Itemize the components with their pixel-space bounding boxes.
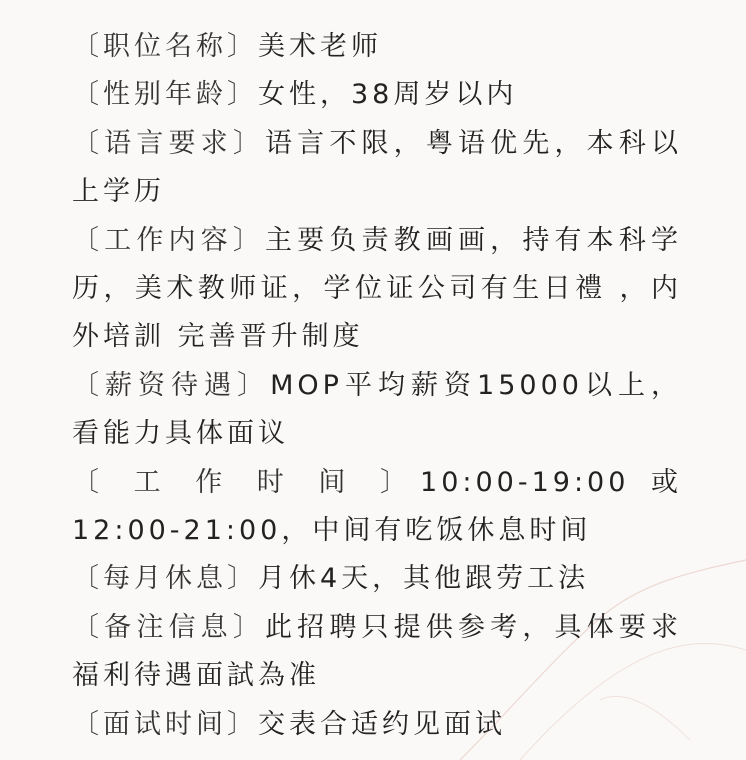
entry-language bbox=[72, 120, 682, 217]
entry-label: 〔每月休息〕 bbox=[72, 563, 258, 595]
entry-text: 交表合适约见面试 bbox=[258, 708, 506, 740]
entry-text: 女性，38周岁以内 bbox=[258, 79, 518, 111]
entry-job-title bbox=[72, 23, 682, 71]
entry-label: 〔备注信息〕 bbox=[72, 611, 265, 643]
entry-label: 〔 工 作 时 间 〕 bbox=[72, 466, 421, 498]
entry-label: 〔职位名称〕 bbox=[72, 31, 258, 62]
entry-label: 〔面试时间〕 bbox=[72, 708, 258, 740]
entry-remarks bbox=[72, 604, 682, 701]
entry-label: 〔语言要求〕 bbox=[72, 127, 265, 159]
entry-interview-time bbox=[72, 701, 682, 749]
entry-gender-age bbox=[72, 71, 682, 119]
entry-label: 〔薪资待遇〕 bbox=[72, 369, 271, 401]
entry-text: 美术老师 bbox=[258, 31, 382, 62]
entry-salary bbox=[72, 362, 682, 459]
job-posting-body bbox=[72, 23, 682, 749]
entry-monthly-rest bbox=[72, 555, 682, 603]
entry-text: 此招聘只提供参考，具体要求福利待遇面試為准 bbox=[72, 611, 682, 692]
entry-label: 〔性别年龄〕 bbox=[72, 79, 258, 111]
entry-text: 10:00-19:00 或 12:00-21:00，中间有吃饭休息时间 bbox=[72, 466, 682, 547]
entry-text: 月休4天，其他跟劳工法 bbox=[258, 563, 590, 595]
entry-text: 语言不限，粤语优先，本科以上学历 bbox=[72, 127, 682, 208]
entry-text: MOP平均薪资15000以上，看能力具体面议 bbox=[72, 369, 682, 450]
entry-text: 主要负责教画画，持有本科学历，美术教师证，学位证公司有生日禮 ，内外培訓 完善晋升制度 bbox=[72, 224, 682, 353]
entry-job-content bbox=[72, 217, 682, 362]
entry-work-hours bbox=[72, 459, 682, 556]
entry-label: 〔工作内容〕 bbox=[72, 224, 265, 256]
